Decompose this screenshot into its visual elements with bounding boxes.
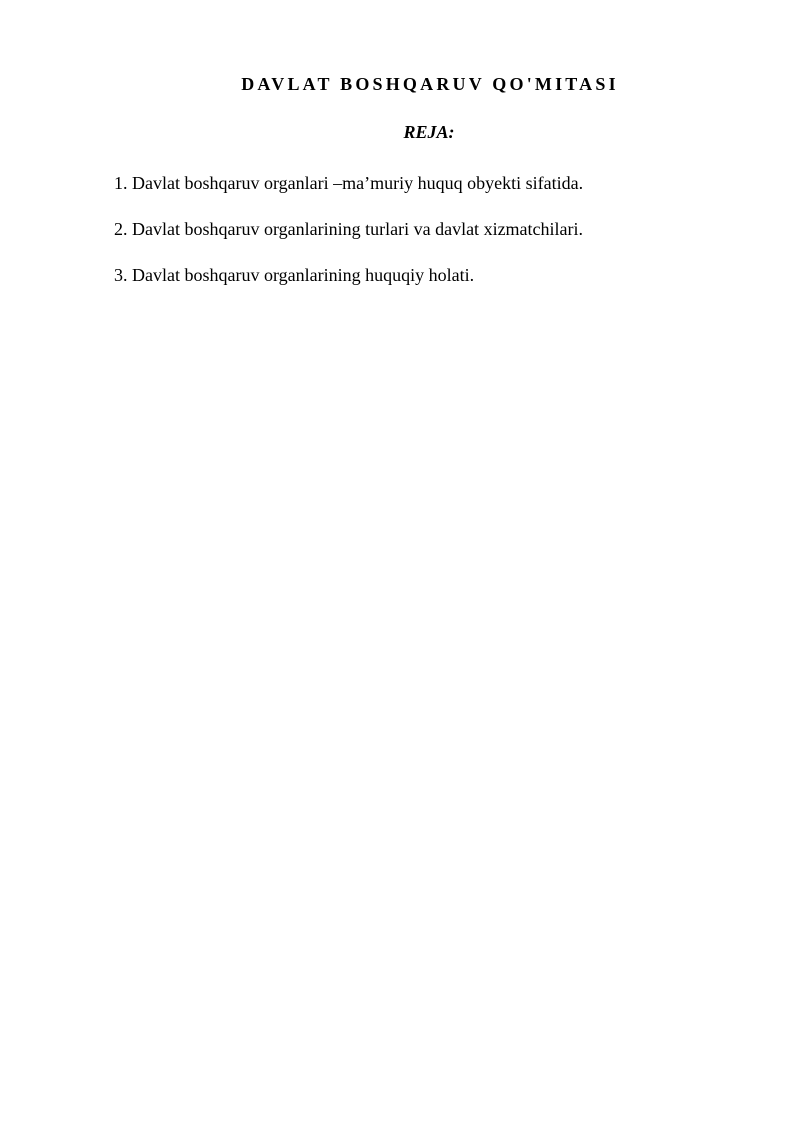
plan-list (114, 171, 583, 309)
plan-item: 2. Davlat boshqaruv organlarining turlari va davlat xizmatchilari. (114, 219, 584, 239)
plan-item: 1. Davlat boshqaruv organlari –ma’muriy huquq obyekti sifatida. (114, 173, 584, 193)
plan-item: 3. Davlat boshqaruv organlarining huquqiy holati. (114, 265, 475, 285)
document-title: DAVLAT BOSHQARUV QO'MITASI (241, 74, 619, 94)
plan-heading: REJA: (403, 122, 455, 142)
